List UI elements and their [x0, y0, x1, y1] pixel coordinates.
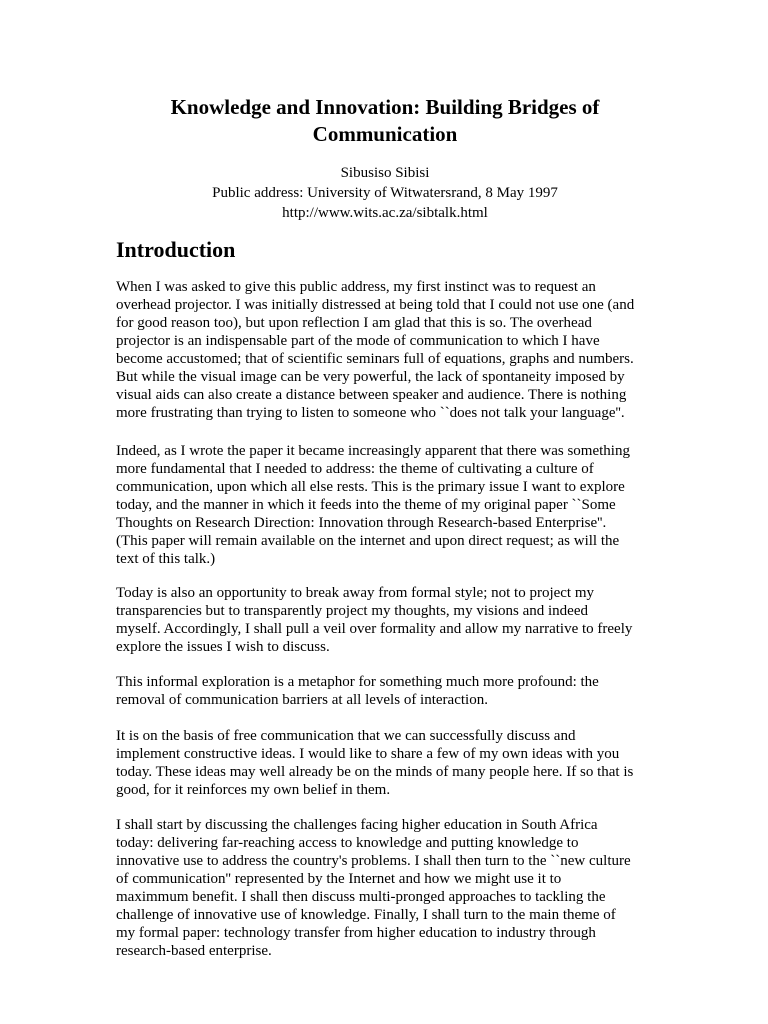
- section-heading: Introduction: [116, 237, 236, 262]
- text-line: more fundamental that I needed to address: the theme of cultivating a culture of: [116, 461, 594, 477]
- text-line: today, and the manner in which it feeds into the theme of my original paper ``Some: [116, 497, 616, 513]
- text-line: good, for it reinforces my own belief in them.: [116, 782, 391, 798]
- text-line: myself. Accordingly, I shall pull a veil over formality and allow my narrative to freely: [116, 621, 633, 637]
- text-line: transparencies but to transparently project my thoughts, my visions and indeed: [116, 603, 588, 619]
- paragraph: [116, 673, 661, 709]
- text-line: When I was asked to give this public address, my first instinct was to request an: [116, 279, 596, 295]
- text-line: for good reason too), but upon reflection I am glad that this is so. The overhead: [116, 315, 592, 331]
- title-line: Communication: [312, 122, 458, 146]
- text-line: But while the visual image can be very powerful, the lack of spontaneity imposed by: [116, 369, 625, 385]
- text-line: challenge of innovative use of knowledge. Finally, I shall turn to the main theme of: [116, 907, 616, 923]
- document-header: [100, 163, 670, 223]
- paragraph: [116, 816, 661, 960]
- paragraph: [116, 278, 661, 422]
- text-line: my formal paper: technology transfer from higher education to industry through: [116, 925, 596, 941]
- text-line: maximmum benefit. I shall then discuss multi-pronged approaches to tackling the: [116, 889, 606, 905]
- text-line: communication, upon which all else rests. This is the primary issue I want to explore: [116, 479, 625, 495]
- paragraph: [116, 442, 661, 568]
- author-name: Sibusiso Sibisi: [340, 165, 430, 181]
- text-line: It is on the basis of free communication that we can successfully discuss and: [116, 728, 576, 744]
- text-line: text of this talk.): [116, 551, 216, 567]
- text-line: I shall start by discussing the challenges facing higher education in South Africa: [116, 817, 598, 833]
- paragraph: [116, 727, 661, 799]
- text-line: innovative use to address the country's problems. I shall then turn to the ``new culture: [116, 853, 631, 869]
- text-line: removal of communication barriers at all levels of interaction.: [116, 692, 488, 708]
- text-line: (This paper will remain available on the internet and upon direct request; as will the: [116, 533, 620, 549]
- text-line: overhead projector. I was initially distressed at being told that I could not use one (and: [116, 297, 635, 313]
- text-line: more frustrating than trying to listen to someone who ``does not talk your language''.: [116, 405, 625, 421]
- text-line: projector is an indispensable part of the mode of communication to which I have: [116, 333, 600, 349]
- text-line: implement constructive ideas. I would like to share a few of my own ideas with you: [116, 746, 620, 762]
- text-line: today: delivering far-reaching access to knowledge and putting knowledge to: [116, 835, 579, 851]
- text-line: explore the issues I wish to discuss.: [116, 639, 330, 655]
- text-line: become accustomed; that of scientific seminars full of equations, graphs and numbers.: [116, 351, 634, 367]
- paragraph: [116, 584, 661, 656]
- text-line: research-based enterprise.: [116, 943, 272, 959]
- text-line: Thoughts on Research Direction: Innovation through Research-based Enterprise''.: [116, 515, 607, 531]
- document-title: [100, 94, 670, 148]
- text-line: Indeed, as I wrote the paper it became increasingly apparent that there was something: [116, 443, 630, 459]
- text-line: Today is also an opportunity to break away from formal style; not to project my: [116, 585, 595, 601]
- text-line: visual aids can also create a distance between speaker and audience. There is nothing: [116, 387, 627, 403]
- title-line: Knowledge and Innovation: Building Bridges of: [170, 95, 600, 119]
- text-line: of communication'' represented by the Internet and how we might use it to: [116, 871, 562, 887]
- text-line: today. These ideas may well already be on the minds of many people here. If so that is: [116, 764, 634, 780]
- text-line: This informal exploration is a metaphor for something much more profound: the: [116, 674, 599, 690]
- venue-line: Public address: University of Witwatersrand, 8 May 1997: [212, 185, 558, 201]
- source-url: http://www.wits.ac.za/sibtalk.html: [282, 205, 488, 221]
